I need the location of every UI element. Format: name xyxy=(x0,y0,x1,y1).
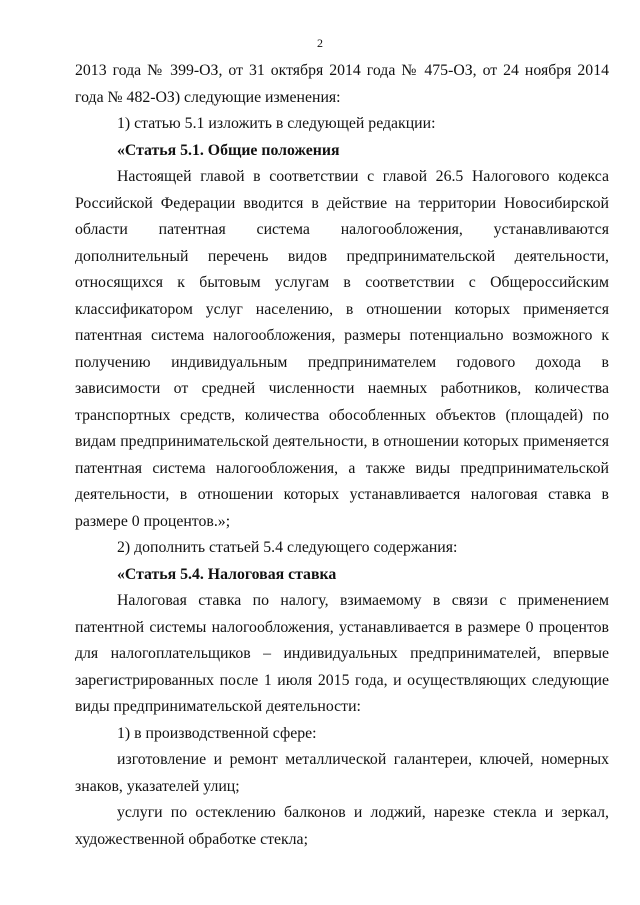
page-number: 2 xyxy=(317,36,323,50)
paragraph-item-2: 2) дополнить статьей 5.4 следующего содержания: xyxy=(117,539,458,556)
paragraph-item-1: 1) статью 5.1 изложить в следующей редакции: xyxy=(117,115,436,132)
article-5-4-heading: «Статья 5.4. Налоговая ставка xyxy=(117,565,337,583)
article-5-4-text: Налоговая ставка по налогу, взимаемому в связи с применением патентной системы налогообложения, устанавливается в размере 0 процентов для налогоплательщиков – индивидуальных предпринимателей, впервые зарегистрированных после 1 июля 2015 года, и осуществляющих следующие виды предпринимательской деятельности: xyxy=(75,592,609,715)
article-5-1-text: Настоящей главой в соответствии с главой 26.5 Налогового кодекса Российской Федерации вводится в действие на территории Новосибирской области патентная система налогообложения, устанавливаются дополнительный перечень видов предпринимательской деятельности, относящихся к бытовым услугам в соответствии с Общероссийским классификатором услуг населению, в отношении которых применяется патентная система налогообложения, размеры потенциально возможного к получению индивидуальным предпринимателем годового дохода в зависимости от средней численности наемных работников, количества транспортных средств, количества обособленных объектов (площадей) по видам предпринимательской деятельности, в отношении которых применяется патентная система налогообложения, а также виды предпринимательской деятельности, в отношении которых устанавливается налоговая ставка в размере 0 процентов.»; xyxy=(75,168,609,530)
document-body xyxy=(75,58,609,853)
article-5-1-heading: «Статья 5.1. Общие положения xyxy=(117,141,340,159)
list-item-metal-goods: изготовление и ремонт металлической галантереи, ключей, номерных знаков, указателей улиц; xyxy=(75,751,609,795)
paragraph-amendment-intro: 2013 года № 399-ОЗ, от 31 октября 2014 года № 475-ОЗ, от 24 ноября 2014 года № 482-ОЗ) следующие изменения: xyxy=(75,62,609,106)
list-item-glazing: услуги по остеклению балконов и лоджий, нарезке стекла и зеркал, художественной обработке стекла; xyxy=(75,804,609,848)
subitem-production-sphere: 1) в производственной сфере: xyxy=(117,724,317,742)
